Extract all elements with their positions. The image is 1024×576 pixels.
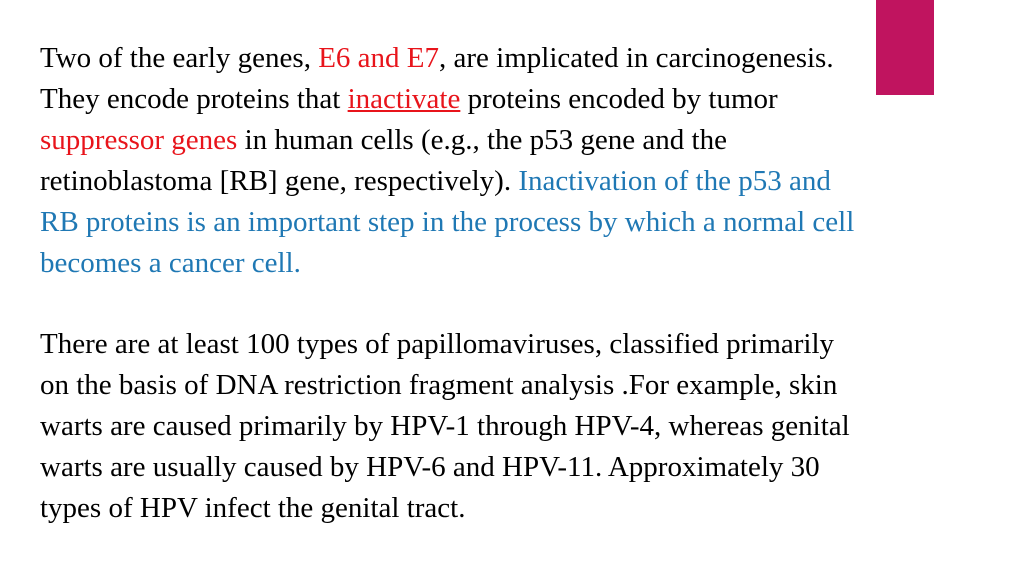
- highlight-inactivation-sentence: RB proteins is an important step in the process by which a normal cell: [40, 206, 855, 238]
- text-run: in human cells (e.g., the p53 gene and the: [237, 124, 727, 156]
- text-run: proteins encoded by tumor: [460, 83, 778, 115]
- paragraph-line: [40, 161, 1015, 202]
- highlight-inactivate: inactivate: [347, 83, 461, 115]
- highlight-suppressor-genes: suppressor genes: [40, 124, 238, 156]
- paragraph-early-genes: [40, 38, 1015, 284]
- text-run: They encode proteins that: [40, 83, 348, 115]
- paragraph-line: [40, 38, 1015, 79]
- paragraph-line: [40, 79, 1015, 120]
- paragraph-line: on the basis of DNA restriction fragment analysis .For example, skin: [40, 369, 838, 401]
- accent-bar: [876, 0, 934, 95]
- paragraph-hpv-types: [40, 324, 1015, 529]
- paragraph-line: [40, 120, 1015, 161]
- text-run: , are implicated in carcinogenesis.: [439, 42, 834, 74]
- highlight-e6-e7: E6 and E7: [318, 42, 440, 74]
- paragraph-line: types of HPV infect the genital tract.: [40, 492, 466, 524]
- paragraph-line: There are at least 100 types of papillomaviruses, classified primarily: [40, 328, 835, 360]
- text-run: Two of the early genes,: [40, 42, 319, 74]
- text-run: retinoblastoma [RB] gene, respectively).: [40, 165, 519, 197]
- highlight-inactivation-sentence: becomes a cancer cell.: [40, 247, 301, 279]
- highlight-inactivation-sentence: Inactivation of the p53 and: [518, 165, 831, 197]
- paragraph-line: warts are caused primarily by HPV-1 through HPV-4, whereas genital: [40, 410, 850, 442]
- paragraph-line: warts are usually caused by HPV-6 and HPV-11. Approximately 30: [40, 451, 820, 483]
